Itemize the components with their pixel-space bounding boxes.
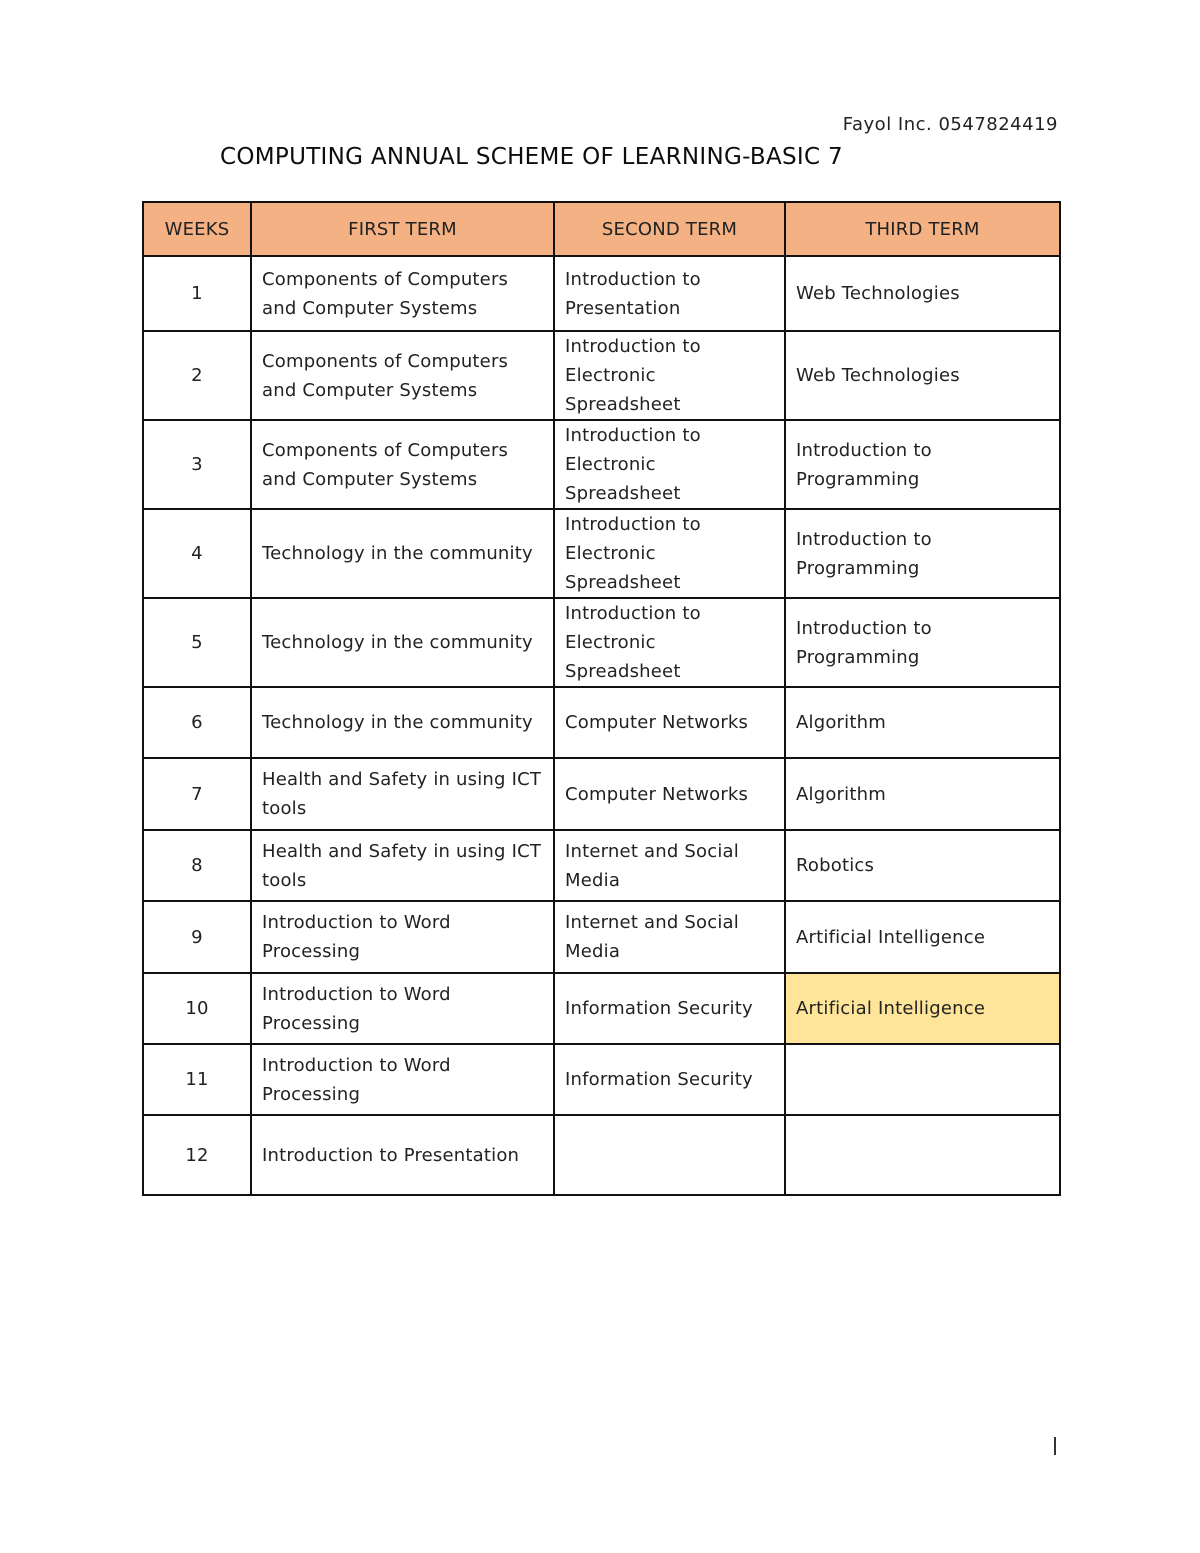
first-term-cell: Technology in the community <box>251 598 554 687</box>
table-header-row <box>143 202 1060 256</box>
table-row <box>143 598 1060 687</box>
week-cell: 8 <box>143 830 251 901</box>
third-term-cell <box>785 1044 1060 1115</box>
first-term-cell: Introduction to Word Processing <box>251 1044 554 1115</box>
first-term-cell: Components of Computers and Computer Systems <box>251 256 554 331</box>
first-term-cell: Health and Safety in using ICT tools <box>251 830 554 901</box>
first-term-cell: Technology in the community <box>251 509 554 598</box>
column-header-second-term: SECOND TERM <box>554 202 785 256</box>
week-cell: 4 <box>143 509 251 598</box>
page-title: COMPUTING ANNUAL SCHEME OF LEARNING-BASIC 7 <box>220 144 843 170</box>
second-term-cell: Introduction to Electronic Spreadsheet <box>554 331 785 420</box>
third-term-cell: Artificial Intelligence <box>785 901 1060 973</box>
second-term-cell: Introduction to Presentation <box>554 256 785 331</box>
second-term-cell: Computer Networks <box>554 758 785 830</box>
table-row <box>143 830 1060 901</box>
second-term-cell: Information Security <box>554 973 785 1044</box>
table-row <box>143 509 1060 598</box>
third-term-cell: Introduction to Programming <box>785 598 1060 687</box>
week-cell: 7 <box>143 758 251 830</box>
week-cell: 5 <box>143 598 251 687</box>
week-cell: 12 <box>143 1115 251 1195</box>
column-header-first-term: FIRST TERM <box>251 202 554 256</box>
first-term-cell: Technology in the community <box>251 687 554 758</box>
second-term-cell: Introduction to Electronic Spreadsheet <box>554 509 785 598</box>
first-term-cell: Components of Computers and Computer Systems <box>251 420 554 509</box>
first-term-cell: Health and Safety in using ICT tools <box>251 758 554 830</box>
third-term-cell: Robotics <box>785 830 1060 901</box>
table-row <box>143 1044 1060 1115</box>
week-cell: 11 <box>143 1044 251 1115</box>
column-header-third-term: THIRD TERM <box>785 202 1060 256</box>
third-term-cell <box>785 1115 1060 1195</box>
week-cell: 2 <box>143 331 251 420</box>
third-term-cell: Web Technologies <box>785 256 1060 331</box>
page-number-marker <box>1054 1437 1056 1455</box>
second-term-cell: Computer Networks <box>554 687 785 758</box>
first-term-cell: Introduction to Presentation <box>251 1115 554 1195</box>
scheme-table <box>142 201 1061 1196</box>
table-row <box>143 331 1060 420</box>
table-row <box>143 420 1060 509</box>
third-term-cell: Introduction to Programming <box>785 509 1060 598</box>
second-term-cell: Introduction to Electronic Spreadsheet <box>554 420 785 509</box>
column-header-weeks: WEEKS <box>143 202 251 256</box>
header-company-info: Fayol Inc. 0547824419 <box>842 114 1058 135</box>
week-cell: 1 <box>143 256 251 331</box>
second-term-cell: Information Security <box>554 1044 785 1115</box>
week-cell: 3 <box>143 420 251 509</box>
third-term-cell-highlighted: Artificial Intelligence <box>785 973 1060 1044</box>
table-row <box>143 901 1060 973</box>
table-row <box>143 687 1060 758</box>
table-row <box>143 758 1060 830</box>
week-cell: 10 <box>143 973 251 1044</box>
third-term-cell: Algorithm <box>785 687 1060 758</box>
second-term-cell <box>554 1115 785 1195</box>
second-term-cell: Internet and Social Media <box>554 901 785 973</box>
third-term-cell: Introduction to Programming <box>785 420 1060 509</box>
third-term-cell: Web Technologies <box>785 331 1060 420</box>
week-cell: 9 <box>143 901 251 973</box>
week-cell: 6 <box>143 687 251 758</box>
first-term-cell: Introduction to Word Processing <box>251 973 554 1044</box>
second-term-cell: Internet and Social Media <box>554 830 785 901</box>
second-term-cell: Introduction to Electronic Spreadsheet <box>554 598 785 687</box>
first-term-cell: Introduction to Word Processing <box>251 901 554 973</box>
table-row <box>143 256 1060 331</box>
third-term-cell: Algorithm <box>785 758 1060 830</box>
table-row <box>143 1115 1060 1195</box>
first-term-cell: Components of Computers and Computer Systems <box>251 331 554 420</box>
table-row <box>143 973 1060 1044</box>
